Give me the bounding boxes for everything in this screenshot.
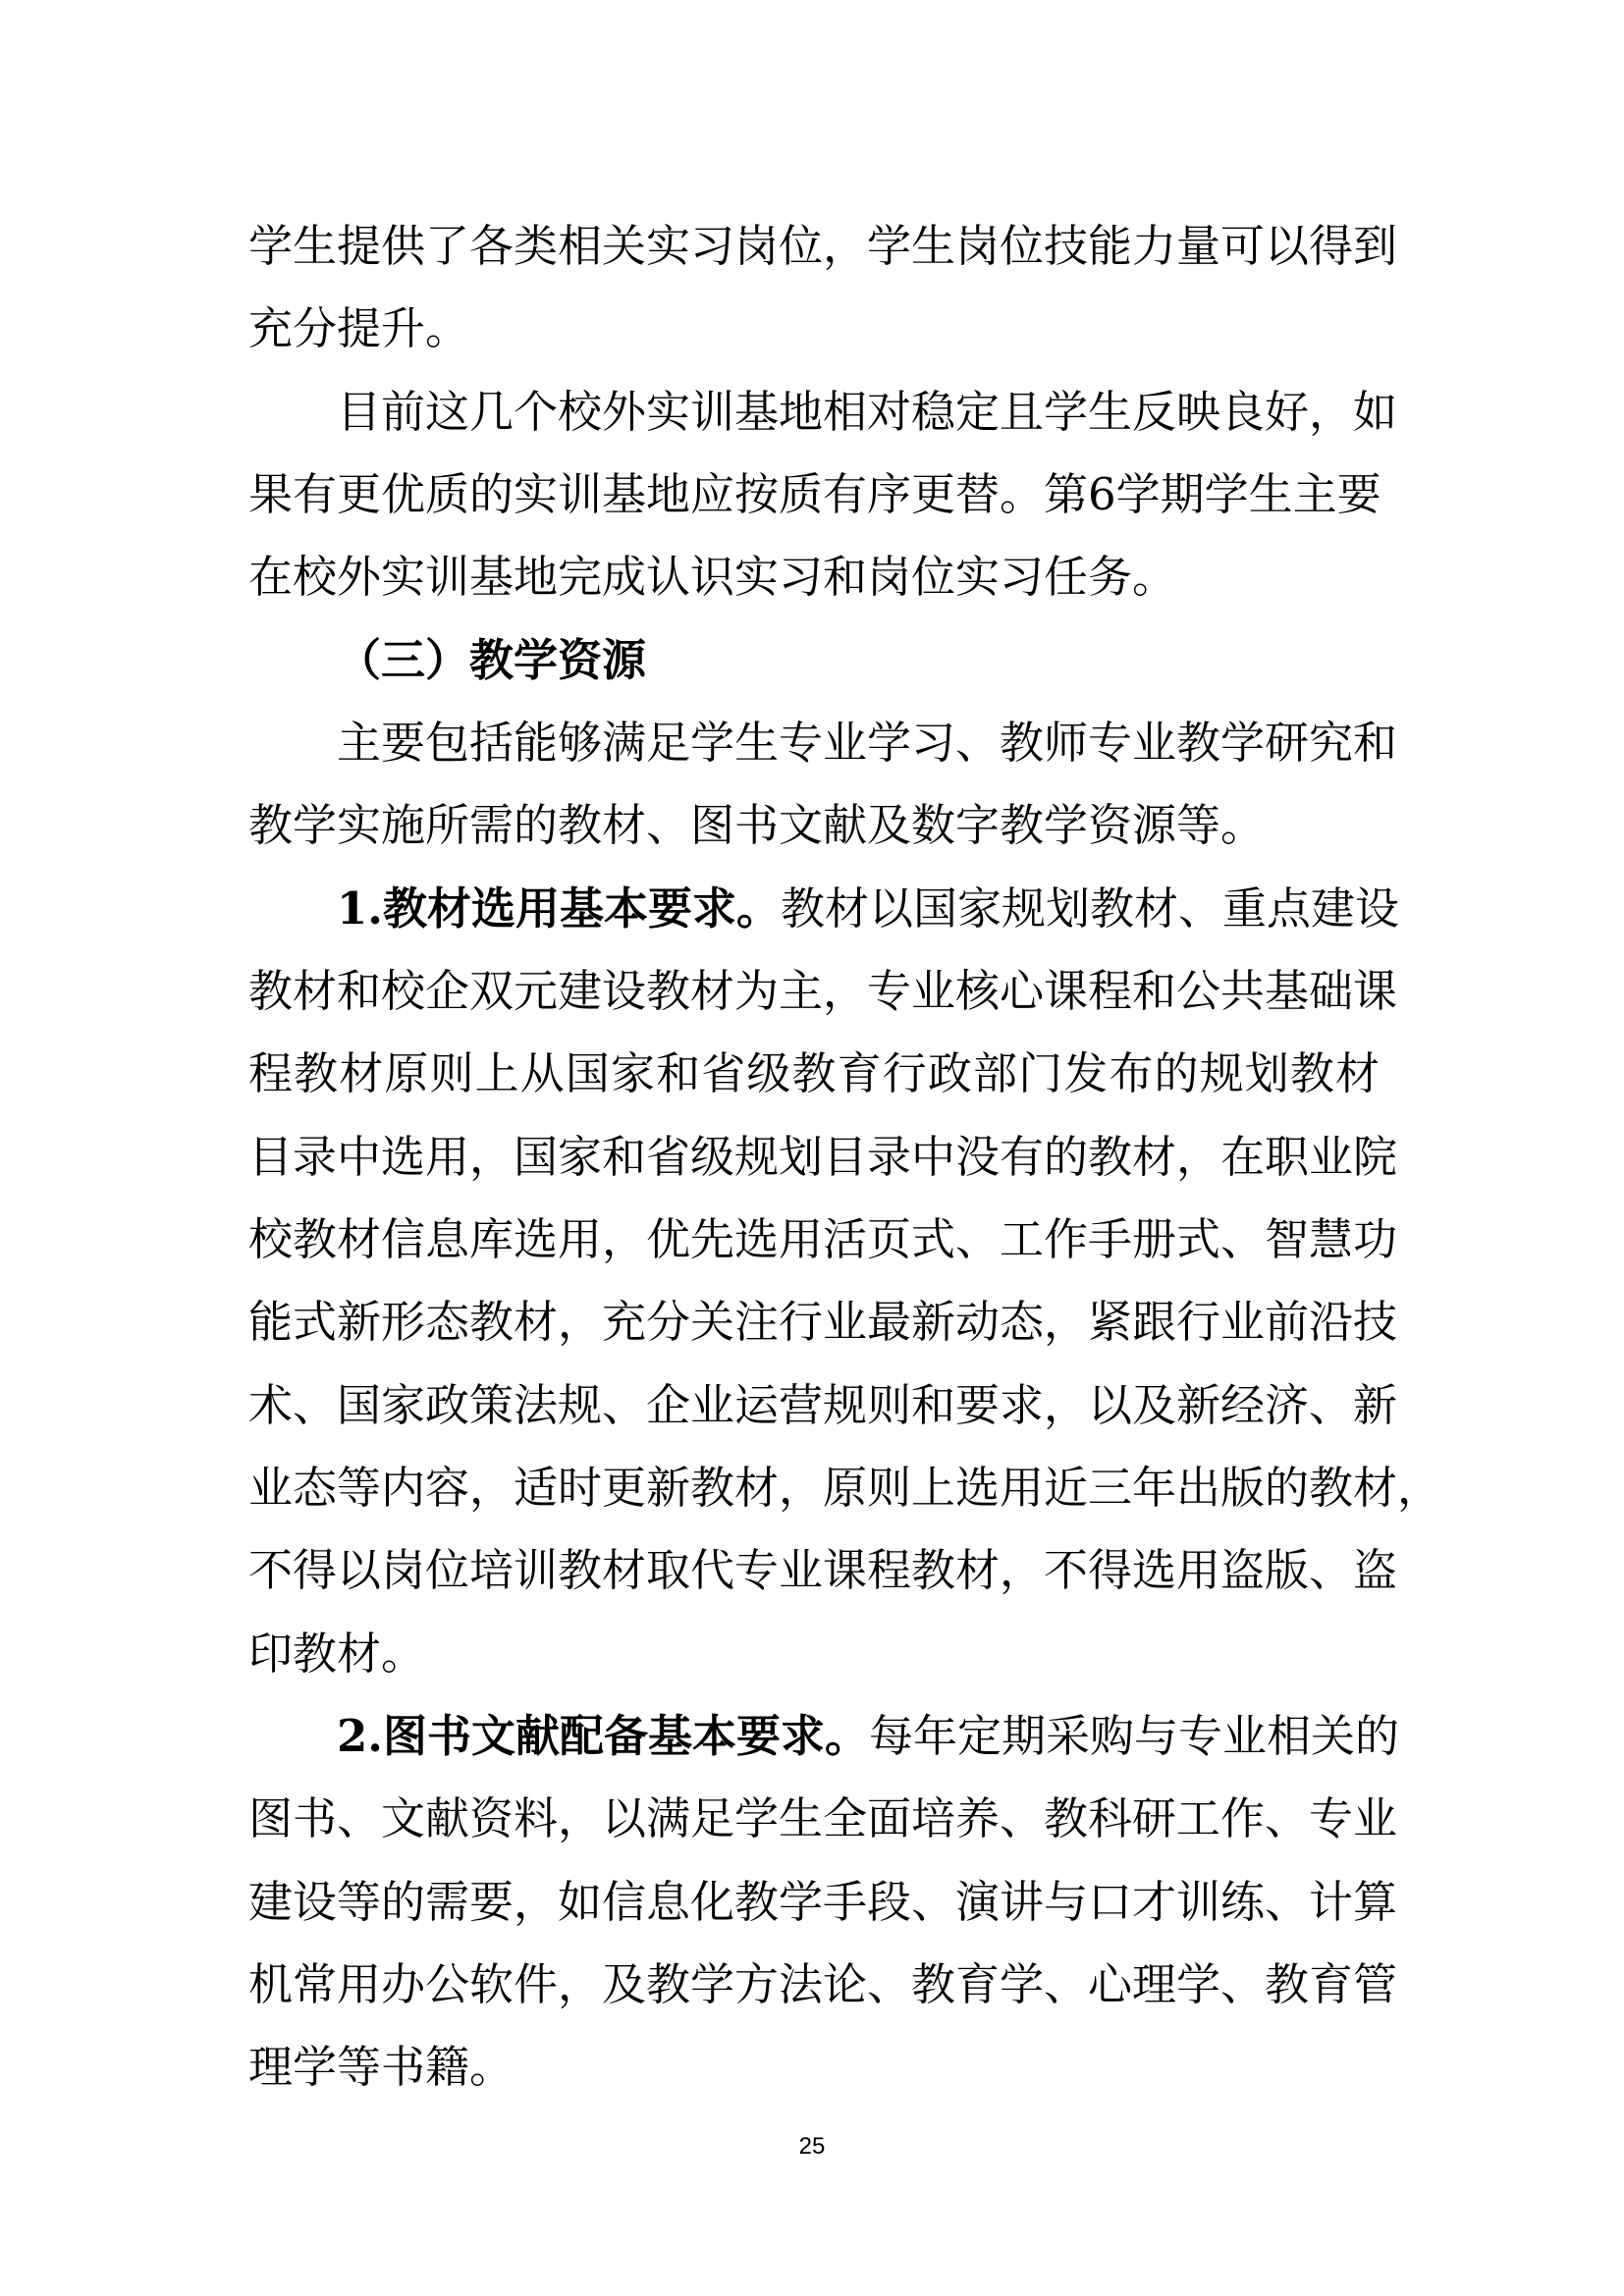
- paragraph-line: 目录中选用，国家和省级规划目录中没有的教材，在职业院: [248, 1131, 1398, 1183]
- paragraph-line: 目前这几个校外实训基地相对稳定且学生反映良好，如: [337, 386, 1398, 438]
- paragraph-line: 在校外实训基地完成认识实习和岗位实习任务。: [248, 551, 1177, 603]
- paragraph-line: 1.教材选用基本要求。教材以国家规划教材、重点建设: [337, 882, 1399, 934]
- paragraph-line: 充分提升。: [248, 302, 470, 354]
- paragraph-line: 教材和校企双元建设教材为主，专业核心课程和公共基础课: [248, 965, 1398, 1017]
- paragraph-line: 教学实施所需的教材、图书文献及数字教学资源等。: [248, 799, 1266, 851]
- paragraph-line: 术、国家政策法规、企业运营规则和要求，以及新经济、新: [248, 1379, 1398, 1431]
- paragraph-line: 建设等的需要，如信息化教学手段、演讲与口才训练、计算: [248, 1876, 1398, 1928]
- paragraph-line: 能式新形态教材，充分关注行业最新动态，紧跟行业前沿技: [248, 1296, 1398, 1348]
- paragraph-line: 2.图书文献配备基本要求。每年定期采购与专业相关的: [337, 1710, 1399, 1762]
- paragraph-line: 机常用办公软件，及教学方法论、教育学、心理学、教育管: [248, 1958, 1398, 2010]
- subheading-textbook-selection: 1.教材选用基本要求。: [337, 882, 781, 934]
- paragraph-line: 学生提供了各类相关实习岗位，学生岗位技能力量可以得到: [248, 220, 1398, 272]
- paragraph-line: 图书、文献资料，以满足学生全面培养、教科研工作、专业: [248, 1792, 1398, 1844]
- paragraph-line: 不得以岗位培训教材取代专业课程教材，不得选用盗版、盗: [248, 1544, 1398, 1596]
- subheading-library-resources: 2.图书文献配备基本要求。: [337, 1710, 869, 1762]
- section-heading: （三）教学资源: [337, 634, 647, 686]
- paragraph-line: 程教材原则上从国家和省级教育行政部门发布的规划教材: [248, 1047, 1380, 1099]
- paragraph-line: 业态等内容，适时更新教材，原则上选用近三年出版的教材，: [248, 1462, 1442, 1514]
- paragraph-line: 理学等书籍。: [248, 2041, 514, 2093]
- paragraph-line: 校教材信息库选用，优先选用活页式、工作手册式、智慧功: [248, 1213, 1398, 1265]
- paragraph-line: 印教材。: [248, 1628, 426, 1680]
- page-number: 25: [798, 2133, 826, 2160]
- paragraph-line: 果有更优质的实训基地应按质有序更替。第6学期学生主要: [248, 468, 1381, 520]
- paragraph-line: 主要包括能够满足学生专业学习、教师专业教学研究和: [337, 717, 1398, 769]
